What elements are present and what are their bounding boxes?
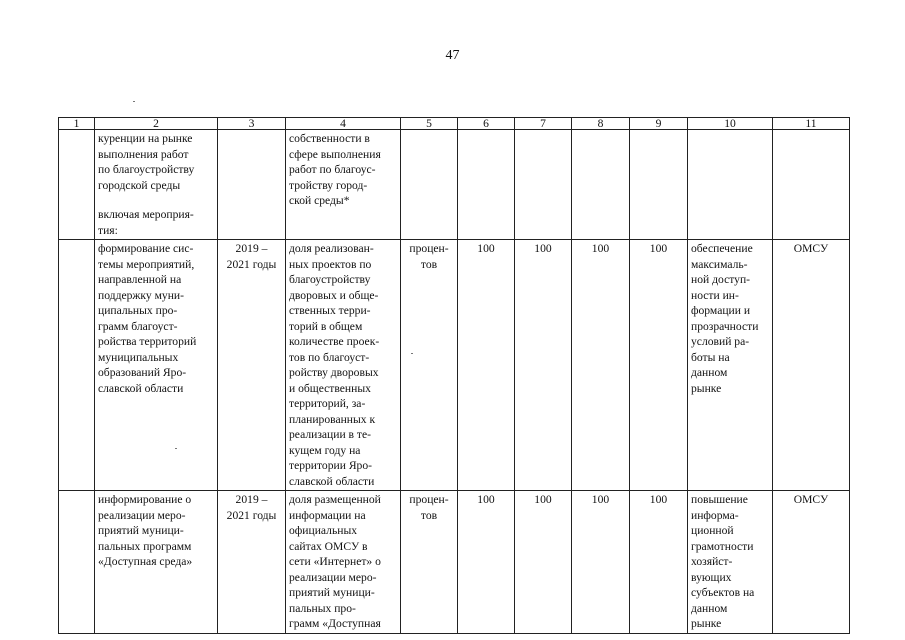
cell-text-line: планированных к bbox=[289, 412, 376, 426]
cell-text-line: ной доступ- bbox=[691, 273, 751, 286]
cell-text-line: поддержку муни- bbox=[98, 288, 184, 302]
responsible-cell: ОМСУ bbox=[773, 491, 850, 634]
cell-text-line: кущем году на bbox=[289, 443, 361, 457]
cell-text-line: «Доступная среда» bbox=[98, 555, 193, 568]
col-number: 4 bbox=[286, 118, 401, 130]
cell-text-line: боты на bbox=[691, 350, 730, 364]
cell-text-line: грамотности bbox=[691, 539, 754, 553]
measures-table bbox=[58, 117, 850, 634]
indicator-cell bbox=[286, 130, 401, 240]
cell-text-line: тов bbox=[420, 257, 438, 271]
unit-cell bbox=[401, 240, 458, 491]
cell-text-line: тов bbox=[420, 508, 438, 522]
cell-text-line: куренции на рынке bbox=[98, 132, 193, 145]
cell-text-line: территорий, за- bbox=[289, 397, 366, 410]
row-number-cell bbox=[59, 240, 95, 491]
cell-text-line: пальных про- bbox=[289, 601, 356, 615]
cell-text-line: данном bbox=[691, 366, 728, 379]
cell-text-line: реализации в те- bbox=[289, 428, 372, 441]
period-cell bbox=[218, 491, 286, 634]
cell-text-line: сфере выполнения bbox=[289, 147, 381, 161]
value-2019-cell bbox=[458, 130, 515, 240]
cell-text-line: приятий муници- bbox=[98, 524, 184, 537]
value-2021-cell bbox=[572, 130, 630, 240]
cell-text-line: повышение bbox=[691, 493, 748, 506]
measure-cell bbox=[95, 130, 218, 240]
col-number: 2 bbox=[95, 118, 218, 130]
cell-text-line: реализации меро- bbox=[98, 508, 186, 522]
result-cell bbox=[688, 240, 773, 491]
unit-cell bbox=[401, 491, 458, 634]
col-number: 3 bbox=[218, 118, 286, 130]
cell-text-line: рынке bbox=[691, 617, 722, 630]
cell-text-line: количестве проек- bbox=[289, 335, 380, 348]
cell-text-line: ственных терри- bbox=[289, 304, 371, 317]
cell-text-line: славской области bbox=[289, 474, 375, 488]
cell-text-line: грамм «Доступная bbox=[289, 617, 381, 630]
cell-text-line: процен- bbox=[409, 493, 449, 506]
value-2022-cell: 100 bbox=[630, 240, 688, 491]
col-number: 9 bbox=[630, 118, 688, 130]
cell-text-line: обеспечение bbox=[691, 242, 753, 255]
cell-text-line: направленной на bbox=[98, 273, 182, 286]
value-2022-cell: 100 bbox=[630, 491, 688, 634]
page-number: 47 bbox=[445, 48, 460, 63]
cell-text-line: 2021 годы bbox=[226, 508, 277, 522]
value-2020-cell: 100 bbox=[515, 240, 572, 491]
cell-text-line: ности ин- bbox=[691, 288, 739, 302]
value-2021-cell: 100 bbox=[572, 240, 630, 491]
table-row bbox=[59, 130, 850, 240]
measure-cell bbox=[95, 491, 218, 634]
cell-text-line: формирование сис- bbox=[98, 242, 194, 255]
col-number: 1 bbox=[59, 118, 95, 130]
col-number: 5 bbox=[401, 118, 458, 130]
cell-text-line: темы мероприятий, bbox=[98, 257, 195, 271]
result-cell bbox=[688, 491, 773, 634]
cell-text-line: славской области bbox=[98, 381, 184, 395]
cell-text-line: процен- bbox=[409, 242, 449, 255]
cell-text-line: информации на bbox=[289, 508, 366, 522]
table-row bbox=[59, 240, 850, 491]
cell-text-line: и общественных bbox=[289, 381, 371, 395]
cell-text-line: благоустройству bbox=[289, 273, 371, 286]
scan-speck bbox=[133, 101, 135, 102]
value-2022-cell bbox=[630, 130, 688, 240]
cell-text-line: включая мероприя- bbox=[98, 208, 194, 221]
value-2020-cell: 100 bbox=[515, 491, 572, 634]
cell-text-line: хозяйст- bbox=[691, 555, 733, 568]
cell-text-line: тройству город- bbox=[289, 178, 368, 192]
value-2019-cell: 100 bbox=[458, 491, 515, 634]
indicator-cell bbox=[286, 240, 401, 491]
col-number: 6 bbox=[458, 118, 515, 130]
indicator-cell bbox=[286, 491, 401, 634]
cell-text-line: рынке bbox=[691, 381, 722, 395]
cell-text-line: образований Яро- bbox=[98, 366, 187, 379]
cell-text-line: тов по благоуст- bbox=[289, 350, 370, 364]
cell-text-line: выполнения работ bbox=[98, 147, 189, 161]
cell-text-line: официальных bbox=[289, 524, 358, 537]
cell-text-line: доля размещенной bbox=[289, 493, 381, 506]
result-cell bbox=[688, 130, 773, 240]
col-number: 7 bbox=[515, 118, 572, 130]
cell-text-line: муниципальных bbox=[98, 350, 179, 364]
period-cell bbox=[218, 130, 286, 240]
cell-text-line: информирование о bbox=[98, 493, 192, 506]
responsible-cell: ОМСУ bbox=[773, 240, 850, 491]
cell-text-line: прозрачности bbox=[691, 319, 759, 333]
responsible-cell bbox=[773, 130, 850, 240]
cell-text-line: условий ра- bbox=[691, 335, 750, 348]
value-2019-cell: 100 bbox=[458, 240, 515, 491]
cell-text-line: сети «Интернет» о bbox=[289, 555, 381, 568]
cell-text-line: приятий муници- bbox=[289, 586, 375, 599]
cell-text-line: максималь- bbox=[691, 257, 748, 271]
cell-text-line: 2021 годы bbox=[226, 257, 277, 271]
cell-text-line: ройства территорий bbox=[98, 335, 197, 348]
row-number-cell bbox=[59, 491, 95, 634]
cell-text-line: ционной bbox=[691, 524, 734, 537]
unit-cell bbox=[401, 130, 458, 240]
row-number-cell bbox=[59, 130, 95, 240]
cell-text-line: собственности в bbox=[289, 132, 370, 145]
cell-text-line: 2019 – bbox=[235, 242, 268, 255]
column-number-row bbox=[59, 118, 850, 130]
cell-text-line: торий в общем bbox=[289, 319, 363, 333]
cell-text-line: тия: bbox=[98, 223, 118, 237]
cell-text-line: данном bbox=[691, 601, 728, 615]
cell-text-line: грамм благоуст- bbox=[98, 319, 178, 333]
col-number: 10 bbox=[688, 118, 773, 130]
value-2020-cell bbox=[515, 130, 572, 240]
cell-text-line: формации и bbox=[691, 304, 751, 317]
cell-text-line: сайтах ОМСУ в bbox=[289, 539, 368, 553]
cell-text-line: пальных программ bbox=[98, 539, 192, 553]
cell-text-line: по благоустройству bbox=[98, 163, 195, 176]
cell-text-line: ципальных про- bbox=[98, 304, 178, 317]
cell-text-line: территории Яро- bbox=[289, 459, 373, 472]
cell-text-line: ных проектов по bbox=[289, 257, 372, 271]
cell-text-line: ской среды* bbox=[289, 194, 350, 207]
cell-text-line: вующих bbox=[691, 570, 732, 584]
col-number: 8 bbox=[572, 118, 630, 130]
period-cell bbox=[218, 240, 286, 491]
cell-text-line: городской среды bbox=[98, 178, 181, 192]
measure-cell bbox=[95, 240, 218, 491]
cell-text-line: работ по благоус- bbox=[289, 163, 376, 176]
table-row bbox=[59, 491, 850, 634]
cell-text-line: ройству дворовых bbox=[289, 366, 379, 379]
cell-text-line: информа- bbox=[691, 508, 739, 522]
cell-text-line: 2019 – bbox=[235, 493, 268, 506]
cell-text-line: субъектов на bbox=[691, 586, 755, 599]
value-2021-cell: 100 bbox=[572, 491, 630, 634]
col-number: 11 bbox=[773, 118, 850, 130]
cell-text-line: доля реализован- bbox=[289, 242, 374, 255]
cell-text-line: реализации меро- bbox=[289, 570, 377, 584]
cell-text-line: дворовых и обще- bbox=[289, 288, 379, 302]
